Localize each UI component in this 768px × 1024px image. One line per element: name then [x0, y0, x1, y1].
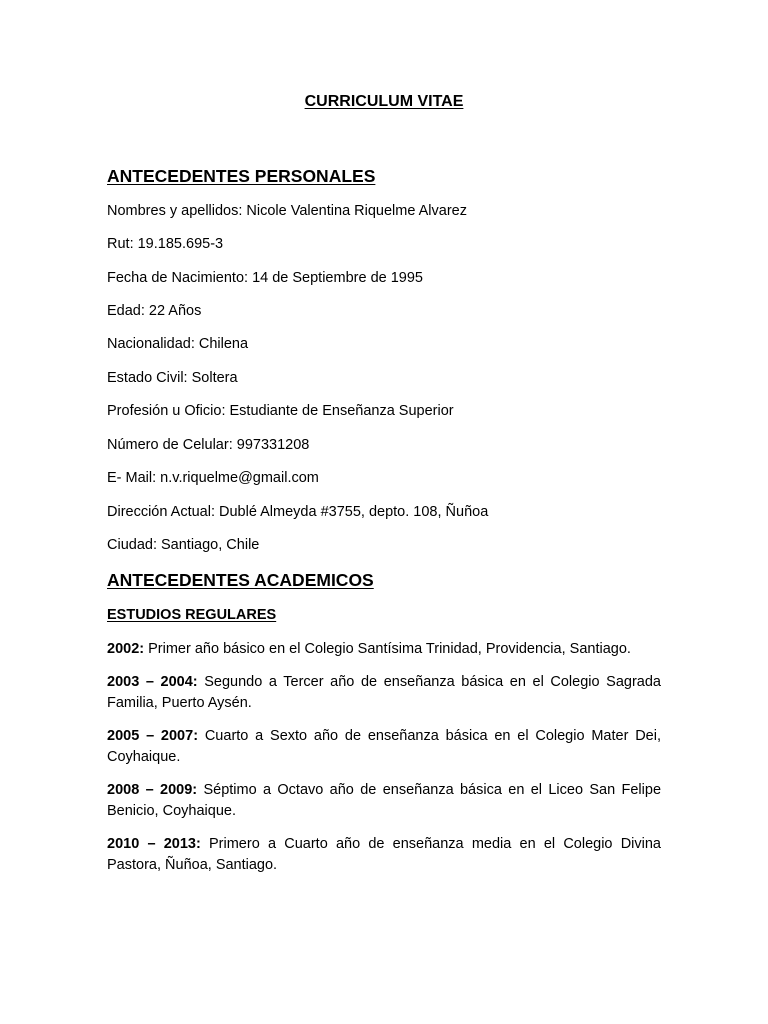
document-title	[0, 93, 768, 111]
personal-line-city: Ciudad: Santiago, Chile	[107, 537, 260, 553]
education-entry-years: 2010 – 2013:	[107, 836, 201, 852]
personal-line-nationality: Nacionalidad: Chilena	[107, 336, 249, 352]
personal-line-civil-status: Estado Civil: Soltera	[107, 370, 238, 386]
personal-line-phone: Número de Celular: 997331208	[107, 437, 310, 453]
personal-line-rut: Rut: 19.185.695-3	[107, 236, 224, 252]
education-entry-text: Cuarto a Sexto año de enseñanza básica en el Colegio Mater Dei, Coyhaique.	[107, 728, 661, 765]
education-entry-text: Primero a Cuarto año de enseñanza media en el Colegio Divina Pastora, Ñuñoa, Santiago.	[107, 836, 661, 873]
education-entry-text: Segundo a Tercer año de enseñanza básica en el Colegio Sagrada Familia, Puerto Aysén.	[107, 674, 661, 711]
education-entry-text: Primer año básico en el Colegio Santísima Trinidad, Providencia, Santiago.	[144, 641, 631, 657]
education-entry-years: 2002:	[107, 641, 145, 657]
education-entry	[107, 639, 661, 660]
education-entry	[107, 672, 661, 714]
personal-line-age: Edad: 22 Años	[107, 303, 202, 319]
personal-line-name: Nombres y apellidos: Nicole Valentina Riquelme Alvarez	[107, 203, 467, 219]
education-entry-years: 2008 – 2009:	[107, 782, 198, 798]
education-entry-years: 2005 – 2007:	[107, 728, 199, 744]
education-entry	[107, 726, 661, 768]
personal-line-profession: Profesión u Oficio: Estudiante de Enseñanza Superior	[107, 403, 454, 419]
education-entry	[107, 780, 661, 822]
section-heading-personal: ANTECEDENTES PERSONALES	[107, 166, 376, 186]
section-heading-academic: ANTECEDENTES ACADEMICOS	[107, 570, 374, 590]
education-entry-years: 2003 – 2004:	[107, 674, 198, 690]
subsection-heading-regular-studies: ESTUDIOS REGULARES	[107, 607, 277, 623]
personal-line-email: E- Mail: n.v.riquelme@gmail.com	[107, 470, 319, 486]
education-entry-text: Séptimo a Octavo año de enseñanza básica en el Liceo San Felipe Benicio, Coyhaique.	[107, 782, 662, 819]
document-title-text: CURRICULUM VITAE	[304, 93, 464, 110]
personal-line-address: Dirección Actual: Dublé Almeyda #3755, depto. 108, Ñuñoa	[107, 504, 489, 520]
education-entry	[107, 834, 661, 876]
personal-line-birthdate: Fecha de Nacimiento: 14 de Septiembre de 1995	[107, 270, 423, 286]
